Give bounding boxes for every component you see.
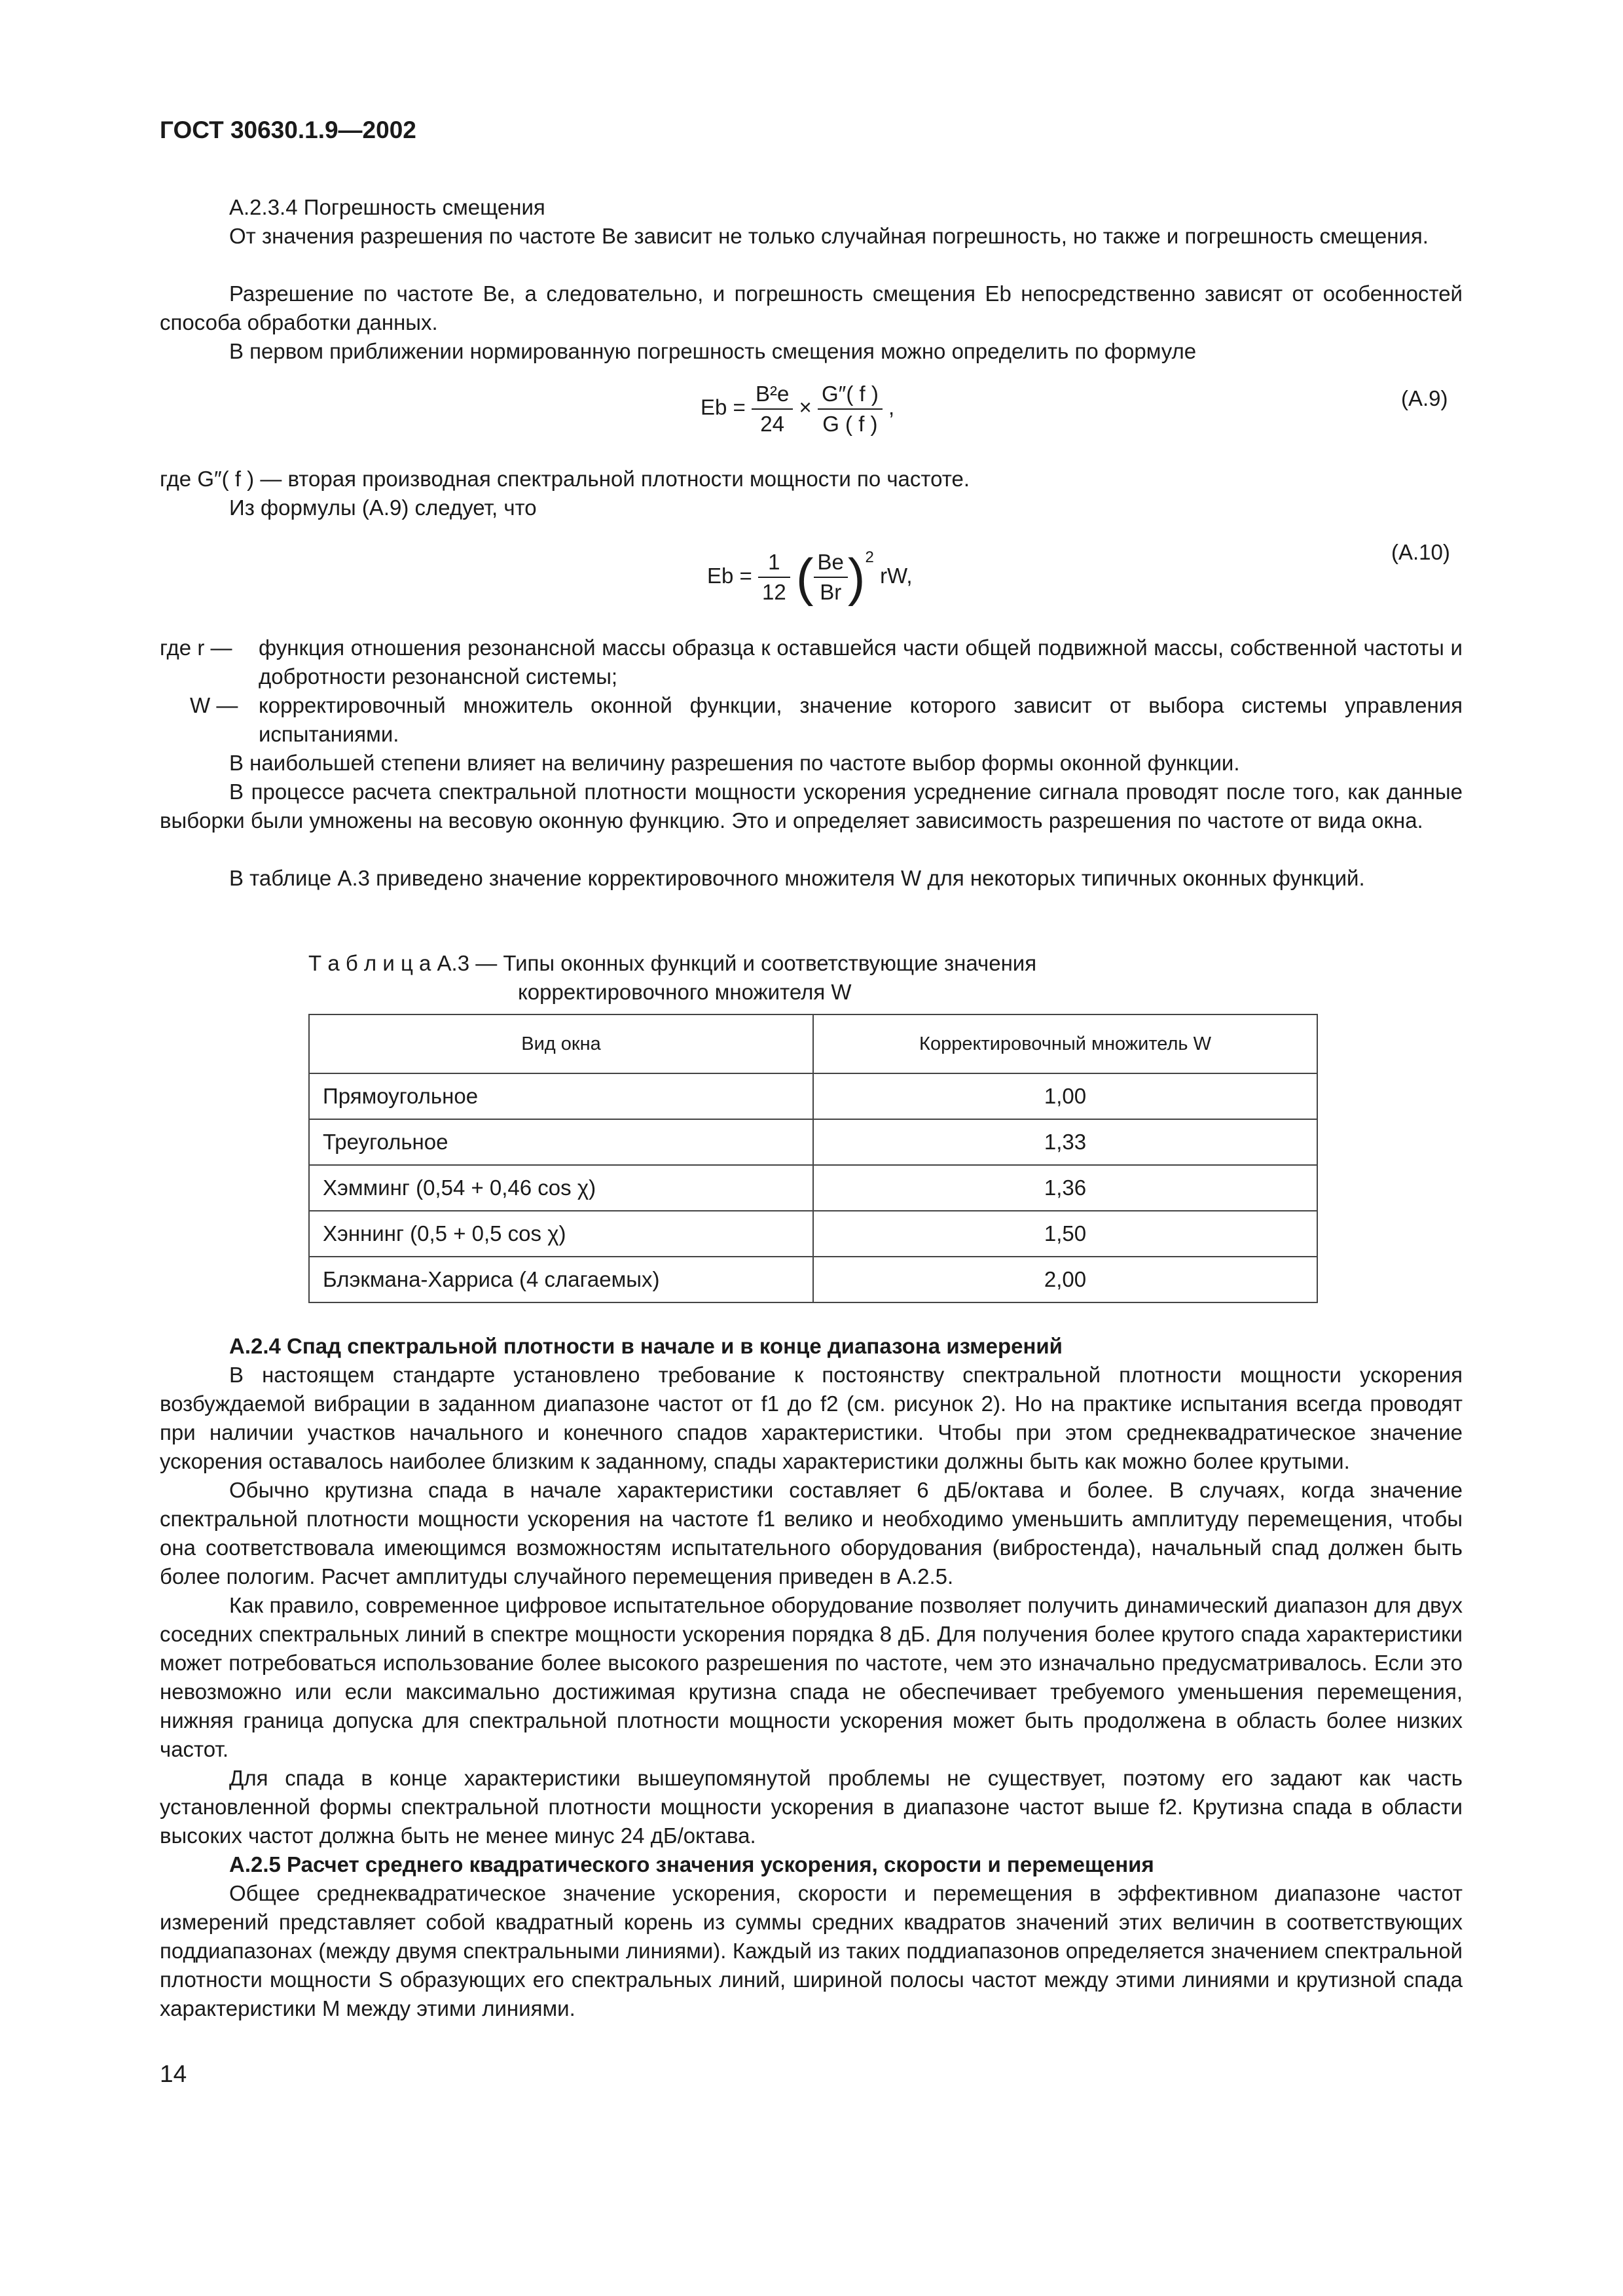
eq-lhs: Eb = (701, 395, 746, 420)
table-cell: 1,36 (813, 1165, 1317, 1211)
document-header: ГОСТ 30630.1.9—2002 (160, 117, 416, 143)
section-heading-a234: А.2.3.4 Погрешность смещения (229, 195, 545, 219)
table-cell: 1,50 (813, 1211, 1317, 1257)
def-text-w: корректировочный множитель оконной функции, значение которого зависит от выбора системы управления испытаниями. (259, 693, 1463, 746)
eq-tail: , (888, 395, 895, 420)
equation-a9 (701, 380, 894, 439)
eq-numerator: 1 (758, 548, 790, 578)
page-number: 14 (160, 2060, 187, 2087)
table-cell: Треугольное (309, 1119, 813, 1165)
table-row (309, 1119, 1317, 1165)
eq-denominator: 12 (761, 580, 786, 605)
paragraph: Общее среднеквадратическое значение ускорения, скорости и перемещения в эффективном диапазоне частот измерений представляет собой квадратный корень из суммы средних квадратов значений этих величин в соответствующих поддиапазонах (между двумя спектральными линиями). Каждый из таких поддиапазонов определяется значением спектральной плотности мощности S образующих его спектральных линий, шириной полосы частот между этими линиями и крутизной спада характеристики M между этими линиями. (160, 1881, 1463, 2020)
eq-lhs: Eb = (707, 564, 752, 588)
table-cell: Прямоугольное (309, 1073, 813, 1119)
column-header: Вид окна (309, 1014, 813, 1073)
eq-tail: rW, (880, 564, 913, 588)
def-label-w: W — (190, 693, 238, 717)
table-header-row (309, 1014, 1317, 1073)
table-cell: 1,33 (813, 1119, 1317, 1165)
def-text-r: функция отношения резонансной массы образца к оставшейся части общей подвижной массы, собственной частоты и добротности резонансной системы; (259, 636, 1463, 689)
paragraph: Для спада в конце характеристики вышеупомянутой проблемы не существует, поэтому его задают как часть установленной формы спектральной плотности мощности ускорения в диапазоне частот выше f2. Крутизна спада в области высоких частот должна быть не менее минус 24 дБ/октава. (160, 1766, 1463, 1848)
eq-numerator: G″( f ) (818, 380, 883, 410)
table-row (309, 1211, 1317, 1257)
eq-numerator: B²e (752, 380, 793, 410)
table-row (309, 1073, 1317, 1119)
paragraph: Как правило, современное цифровое испытательное оборудование позволяет получить динамический диапазон для двух соседних спектральных линий в спектре мощности ускорения порядка 8 дБ. Для получения более крутого спада характеристики может потребоваться использование более высокого разрешения по частоте, чем это изначально предусматривалось. Если это невозможно или если максимально достижимая крутизна спада не обеспечивает требуемого уменьшения перемещения, нижняя граница допуска для спектральной плотности мощности ускорения может быть продолжена в область более низких частот. (160, 1593, 1463, 1761)
paragraph: В первом приближении нормированную погрешность смещения можно определить по формуле (229, 339, 1197, 363)
left-paren: ( (795, 548, 814, 607)
equation-a10 (707, 543, 913, 607)
column-header: Корректировочный множитель W (813, 1014, 1317, 1073)
paragraph: В таблице А.3 приведено значение корректировочного множителя W для некоторых типичных оконных функций. (229, 866, 1365, 890)
table-cell: Хэмминг (0,54 + 0,46 cos χ) (309, 1165, 813, 1211)
table-cell: 2,00 (813, 1257, 1317, 1302)
right-paren: ) (847, 548, 866, 607)
eq-power: 2 (865, 548, 874, 566)
paragraph: От значения разрешения по частоте Be зависит не только случайная погрешность, но также и погрешность смещения. (229, 224, 1429, 248)
section-heading-a24: А.2.4 Спад спектральной плотности в начале и в конце диапазона измерений (229, 1334, 1063, 1358)
eq-denominator: Br (820, 580, 842, 605)
eq-denominator: 24 (760, 412, 785, 436)
paragraph: где G″( f ) — вторая производная спектральной плотности мощности по частоте. (160, 467, 970, 491)
times-sign: × (799, 395, 812, 420)
paragraph: Разрешение по частоте Be, а следовательно, и погрешность смещения Eb непосредственно зависят от особенностей способа обработки данных. (160, 281, 1463, 334)
equation-number: (А.9) (1401, 386, 1448, 410)
paragraph: Обычно крутизна спада в начале характеристики составляет 6 дБ/октава и более. В случаях, когда значение спектральной плотности мощности ускорения на частоте f1 велико и необходимо уменьшить амплитуду перемещения, чтобы она соответствовала имеющимся возможностям испытательного оборудования (вибростенда), начальный спад должен быть более пологим. Расчет амплитуды случайного перемещения приведен в А.2.5. (160, 1478, 1463, 1588)
paragraph: В настоящем стандарте установлено требование к постоянству спектральной плотности мощности ускорения возбуждаемой вибрации в заданном диапазоне частот от f1 до f2 (см. рисунок 2). Но на практике испытания всегда проводят при наличии участков начального и конечного спадов характеристики. Чтобы при этом среднеквадратическое значение ускорения оставалось наиболее близким к заданному, спады характеристики должны быть как можно более крутыми. (160, 1363, 1463, 1473)
table-cell: Блэкмана-Харриса (4 слагаемых) (309, 1257, 813, 1302)
equation-number: (А.10) (1391, 540, 1450, 564)
def-label-r: где r — (160, 636, 232, 660)
table-cell: 1,00 (813, 1073, 1317, 1119)
table-caption: корректировочного множителя W (518, 980, 852, 1004)
eq-denominator: G ( f ) (822, 412, 878, 436)
table-row (309, 1165, 1317, 1211)
eq-numerator: Be (814, 548, 848, 578)
paragraph: Из формулы (А.9) следует, что (229, 495, 537, 520)
paragraph: В наибольшей степени влияет на величину разрешения по частоте выбор формы оконной функции. (229, 751, 1240, 775)
window-function-table (308, 1014, 1318, 1303)
table-row (309, 1257, 1317, 1302)
table-cell: Хэннинг (0,5 + 0,5 cos χ) (309, 1211, 813, 1257)
section-heading-a25: А.2.5 Расчет среднего квадратического значения ускорения, скорости и перемещения (229, 1852, 1154, 1876)
table-caption: Т а б л и ц а А.3 — Типы оконных функций и соответствующие значения (308, 951, 1037, 975)
paragraph: В процессе расчета спектральной плотности мощности ускорения усреднение сигнала проводят после того, как данные выборки были умножены на весовую оконную функцию. Это и определяет зависимость разрешения по частоте от вида окна. (160, 780, 1463, 833)
